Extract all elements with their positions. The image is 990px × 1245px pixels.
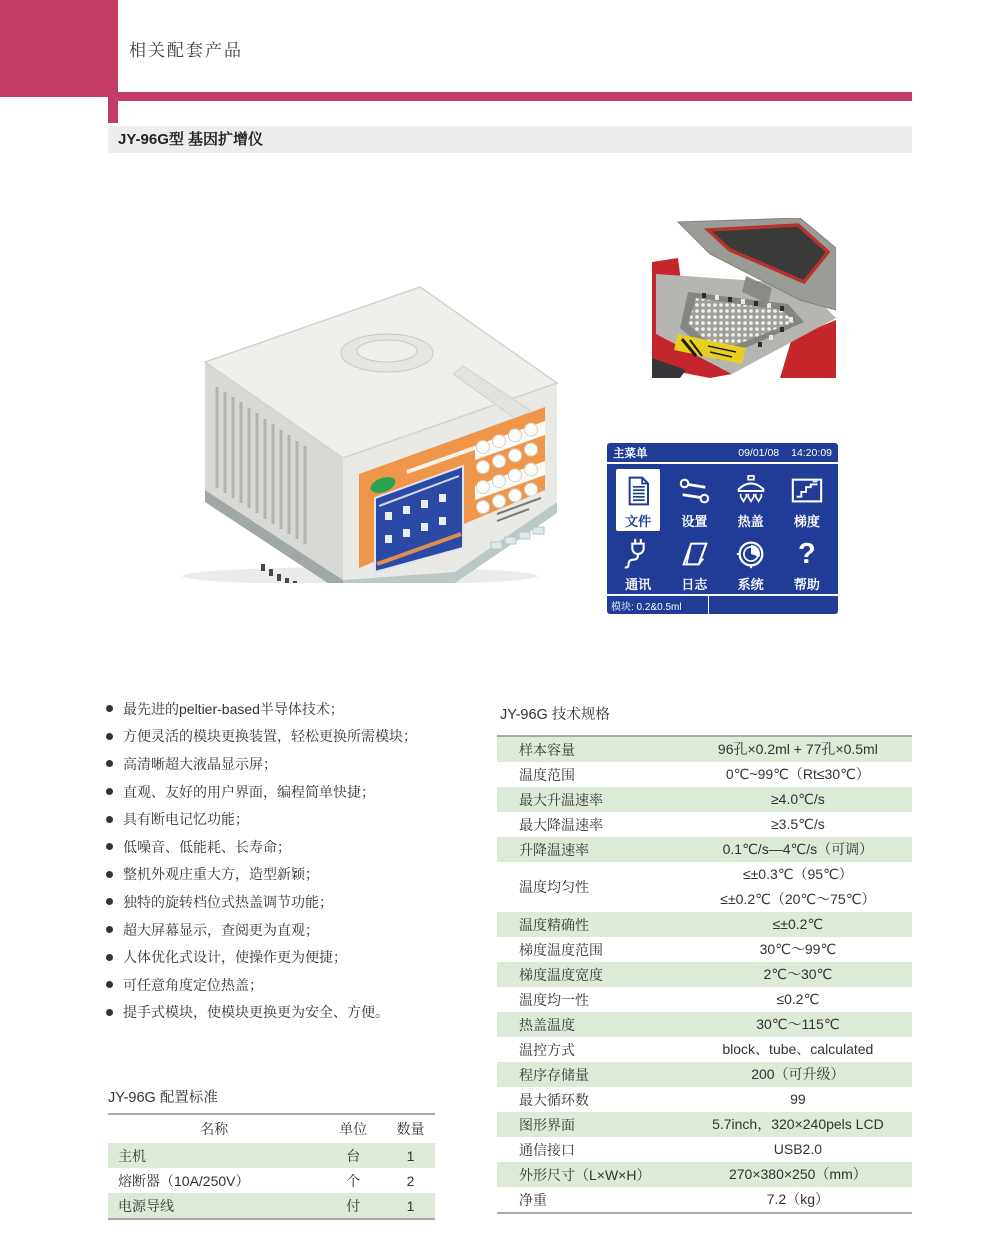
settings-icon — [676, 472, 712, 510]
config-rows — [108, 1143, 435, 1218]
system-icon — [733, 535, 769, 573]
spec-value: ≤0.2℃ — [776, 991, 820, 1007]
gradient-icon — [789, 472, 825, 510]
open-lid-illustration — [652, 218, 836, 378]
config-item-unit: 个 — [346, 1172, 361, 1189]
feature-item — [106, 999, 498, 1027]
menu-item-system — [723, 532, 779, 595]
spec-row — [497, 1162, 912, 1187]
screen-title: 主菜单 — [613, 447, 648, 460]
hot-lid-icon — [733, 472, 769, 510]
spec-label: 最大循环数 — [519, 1091, 589, 1108]
spec-row — [497, 862, 912, 912]
bullet-dot — [106, 871, 113, 878]
spec-value-line2: ≤±0.2℃（20℃～75℃） — [720, 891, 876, 907]
spec-label: 温度精确性 — [519, 916, 589, 933]
feature-item — [106, 916, 498, 944]
feature-item — [106, 805, 498, 833]
feature-text: 整机外观庄重大方，造型新颖； — [123, 866, 319, 883]
config-item-unit: 台 — [346, 1147, 361, 1164]
bullet-dot — [106, 898, 113, 905]
spec-value: 0℃~99℃（Rt≤30℃） — [725, 766, 870, 782]
spec-value: 7.2（kg） — [766, 1191, 829, 1207]
menu-item-label: 梯度 — [793, 514, 820, 529]
section-title-bar — [108, 126, 912, 153]
feature-item — [106, 833, 498, 861]
spec-label: 外形尺寸（L×W×H） — [519, 1166, 651, 1183]
spec-value: ≤±0.2℃ — [772, 916, 824, 932]
spec-label: 升降温速率 — [519, 841, 589, 858]
spec-label: 热盖温度 — [519, 1016, 575, 1033]
specs-table — [497, 735, 912, 1214]
spec-value: 0.1℃/s—4℃/s（可调） — [722, 841, 874, 857]
bullet-dot — [106, 926, 113, 933]
feature-item — [106, 888, 498, 916]
spec-row — [497, 787, 912, 812]
screen-time: 14:20:09 — [791, 446, 832, 459]
config-row — [108, 1193, 435, 1218]
menu-item-log — [666, 532, 722, 595]
screen-menu-grid — [607, 464, 838, 594]
spec-row — [497, 1087, 912, 1112]
spec-row — [497, 1187, 912, 1212]
spec-row — [497, 1137, 912, 1162]
thermal-cycler-illustration — [145, 250, 560, 583]
bullet-dot — [106, 788, 113, 795]
spec-value: ≤±0.3℃（95℃） — [742, 866, 853, 882]
menu-item-label: 帮助 — [793, 576, 820, 592]
log-icon — [676, 535, 712, 573]
spec-row — [497, 1112, 912, 1137]
config-item-name: 主机 — [118, 1147, 146, 1164]
config-item-qty: 2 — [406, 1172, 415, 1189]
corner-accent-block — [0, 0, 118, 97]
spec-value: USB2.0 — [773, 1141, 822, 1157]
menu-item-comm — [610, 532, 666, 595]
feature-text: 直观、友好的用户界面，编程简单快捷； — [123, 783, 375, 800]
menu-item-label: 热盖 — [737, 514, 764, 529]
feature-text: 提手式模块，使模块更换更为安全、方便。 — [123, 1004, 389, 1021]
accent-divider-bar — [112, 92, 912, 101]
spec-row — [497, 937, 912, 962]
config-header-row — [108, 1115, 435, 1143]
spec-value: 99 — [790, 1091, 806, 1107]
screen-date: 09/01/08 — [738, 446, 780, 459]
bullet-dot — [106, 954, 113, 961]
spec-row — [497, 762, 912, 787]
bullet-dot — [106, 843, 113, 850]
config-header-unit: 单位 — [339, 1121, 368, 1137]
feature-item — [106, 695, 498, 723]
menu-item-label: 系统 — [737, 576, 764, 592]
screen-status-text: 模块: 0.2&0.5ml — [611, 601, 682, 613]
config-item-name: 熔断器（10A/250V） — [118, 1172, 250, 1189]
spec-value: 96孔×0.2ml + 77孔×0.5ml — [717, 741, 878, 757]
feature-text: 高清晰超大液晶显示屏； — [123, 755, 277, 772]
lcd-menu-screen — [607, 443, 838, 614]
spec-row — [497, 1012, 912, 1037]
feature-item — [106, 723, 498, 751]
spec-label: 通信接口 — [519, 1141, 575, 1158]
spec-value: 200（可升级） — [751, 1066, 845, 1082]
spec-row — [497, 812, 912, 837]
spec-value: 30℃～99℃ — [759, 941, 837, 957]
spec-value: 30℃～115℃ — [756, 1016, 840, 1032]
screen-titlebar — [607, 443, 838, 464]
feature-item — [106, 971, 498, 999]
menu-item-label: 日志 — [681, 576, 708, 592]
feature-item — [106, 778, 498, 806]
config-table — [108, 1113, 435, 1220]
spec-label: 净重 — [519, 1191, 547, 1208]
spec-label: 最大降温速率 — [519, 816, 603, 833]
config-title: JY-96G 配置标准 — [108, 1090, 218, 1106]
feature-text: 独特的旋转档位式热盖调节功能； — [123, 893, 333, 910]
bullet-dot — [106, 1009, 113, 1016]
spec-row — [497, 837, 912, 862]
feature-text: 可任意角度定位热盖； — [123, 976, 263, 993]
spec-row — [497, 962, 912, 987]
spec-label: 温度范围 — [519, 766, 575, 783]
feature-list — [106, 695, 498, 1026]
menu-item-label: 设置 — [681, 514, 708, 529]
menu-item-gradient — [779, 469, 835, 532]
feature-text: 最先进的peltier-based半导体技术； — [123, 700, 344, 717]
spec-label: 最大升温速率 — [519, 791, 603, 808]
file-icon — [620, 472, 656, 510]
config-item-name: 电源导线 — [118, 1197, 174, 1214]
spec-label: 样本容量 — [519, 741, 575, 758]
config-header-qty: 数量 — [396, 1121, 425, 1137]
spec-label: 图形界面 — [519, 1116, 575, 1133]
feature-text: 具有断电记忆功能； — [123, 811, 249, 828]
spec-value: ≥4.0℃/s — [770, 791, 825, 807]
menu-item-label: 通讯 — [625, 576, 652, 592]
feature-item — [106, 750, 498, 778]
menu-item-file — [610, 469, 666, 532]
spec-label: 程序存储量 — [519, 1066, 589, 1083]
spec-label: 梯度温度宽度 — [519, 966, 603, 983]
menu-item-hot-lid — [723, 469, 779, 532]
help-icon: ? — [798, 537, 816, 570]
spec-value: 270×380×250（mm） — [728, 1166, 867, 1182]
feature-item — [106, 861, 498, 889]
bullet-dot — [106, 705, 113, 712]
specs-title: JY-96G 技术规格 — [500, 707, 610, 723]
config-item-qty: 1 — [406, 1197, 415, 1214]
accent-tab — [108, 97, 118, 123]
spec-label: 温度均一性 — [519, 991, 589, 1008]
bullet-dot — [106, 981, 113, 988]
well-block-photo — [652, 218, 836, 378]
spec-row — [497, 1037, 912, 1062]
spec-label: 温控方式 — [519, 1041, 575, 1058]
feature-item — [106, 943, 498, 971]
spec-row — [497, 912, 912, 937]
bullet-dot — [106, 816, 113, 823]
config-row — [108, 1168, 435, 1193]
feature-text: 方便灵活的模块更换装置，轻松更换所需模块； — [123, 728, 417, 745]
spec-label: 温度均匀性 — [519, 879, 589, 895]
feature-text: 人体优化式设计，使操作更为便捷； — [123, 949, 347, 966]
section-title: JY-96G型 基因扩增仪 — [118, 131, 264, 148]
device-photo — [145, 250, 560, 583]
feature-text: 低噪音、低能耗、长寿命； — [123, 838, 291, 855]
spec-value: 5.7inch，320×240pels LCD — [712, 1116, 884, 1132]
screen-statusbar — [607, 594, 838, 614]
bullet-dot — [106, 760, 113, 767]
spec-row — [497, 737, 912, 762]
feature-text: 超大屏幕显示，查阅更为直观； — [123, 921, 319, 938]
spec-row — [497, 987, 912, 1012]
config-item-qty: 1 — [406, 1147, 415, 1164]
menu-item-label: 文件 — [625, 514, 652, 529]
spec-row — [497, 1062, 912, 1087]
menu-item-help — [779, 532, 835, 595]
config-item-unit: 付 — [346, 1197, 361, 1214]
page-title: 相关配套产品 — [129, 41, 243, 60]
config-row — [108, 1143, 435, 1168]
spec-value: block、tube、calculated — [722, 1041, 874, 1057]
spec-value: ≥3.5℃/s — [770, 816, 825, 832]
spec-value: 2℃～30℃ — [763, 966, 833, 982]
spec-label: 梯度温度范围 — [519, 941, 603, 958]
bullet-dot — [106, 733, 113, 740]
comm-icon — [620, 535, 656, 573]
menu-item-settings — [666, 469, 722, 532]
config-header-name: 名称 — [200, 1121, 229, 1137]
